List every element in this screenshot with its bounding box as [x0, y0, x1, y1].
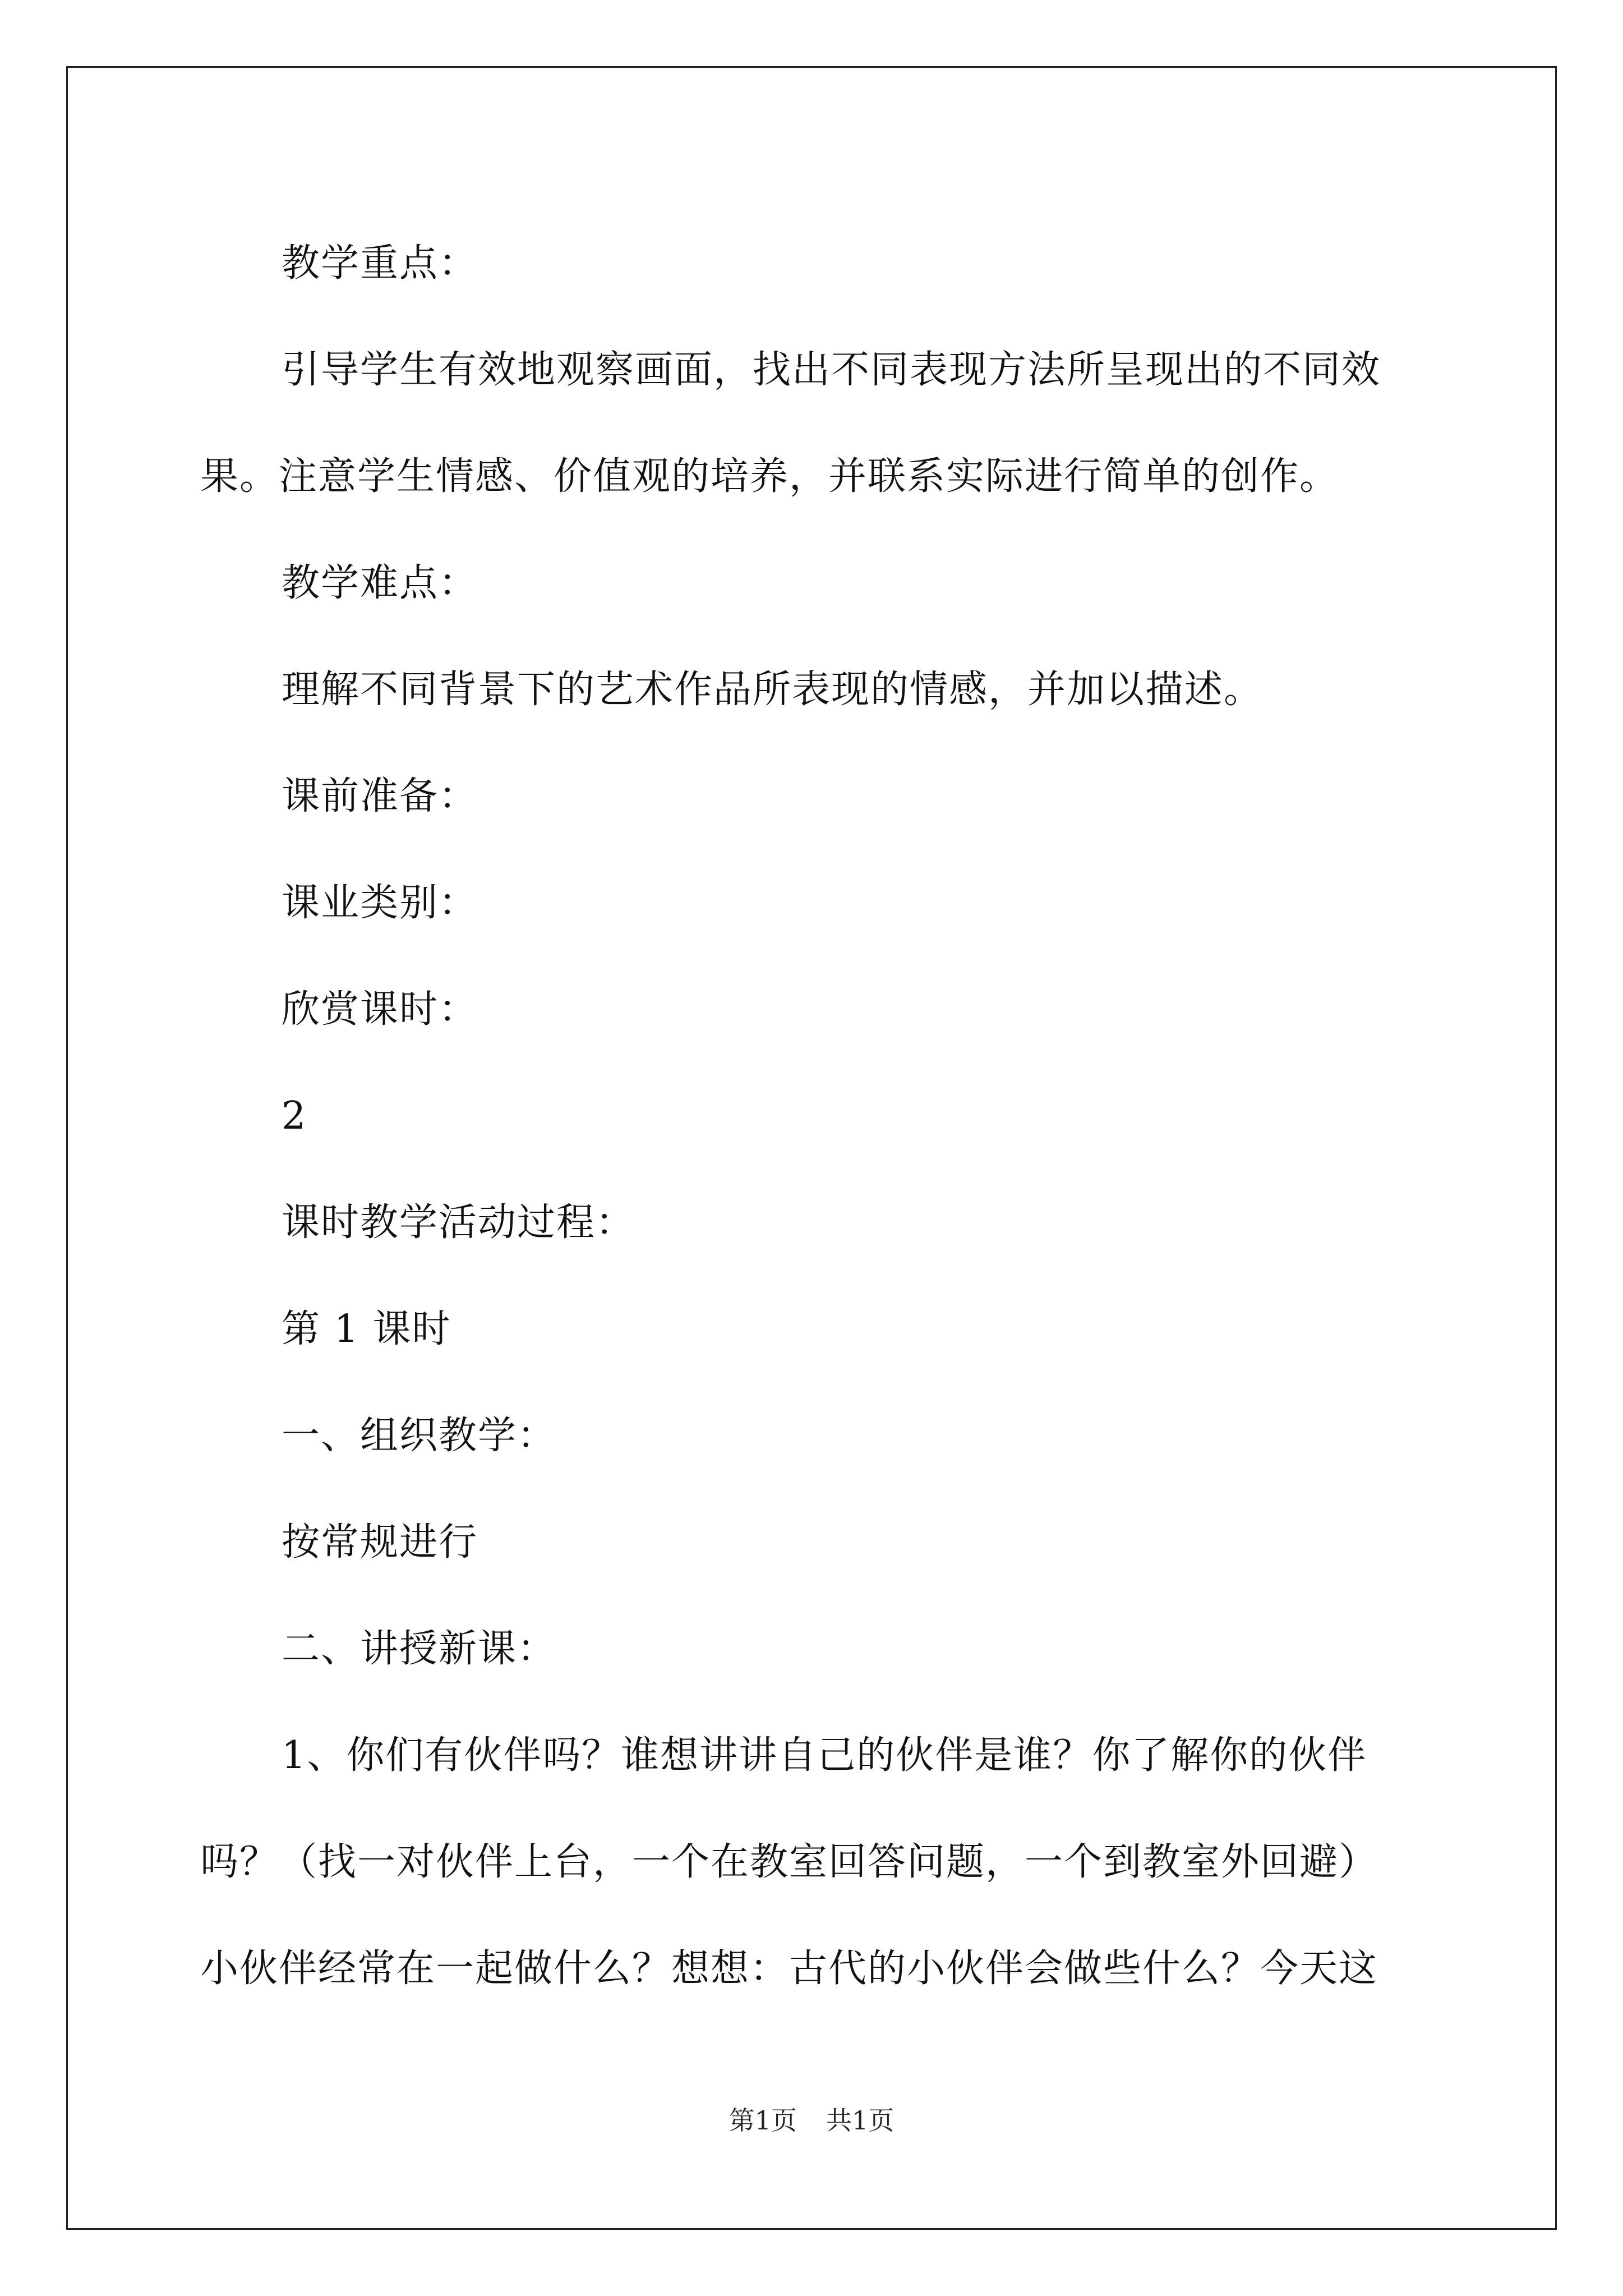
heading-activity-process: 课时教学活动过程：: [282, 1200, 635, 1245]
heading-appreciation-hours: 欣赏课时：: [282, 987, 478, 1032]
paragraph-line: 1、你们有伙伴吗？谁想讲讲自己的伙伴是谁？你了解你的伙伴: [282, 1733, 1367, 1778]
heading-lesson-category: 课业类别：: [282, 881, 478, 925]
page-number-current: 第1页: [728, 2105, 797, 2136]
paragraph-line: 按常规进行: [282, 1520, 478, 1565]
section-new-lesson: 二、讲授新课：: [282, 1627, 557, 1671]
heading-preparation: 课前准备：: [282, 774, 478, 818]
paragraph-line: 理解不同背景下的艺术作品所表现的情感，并加以描述。: [282, 668, 1264, 712]
page-footer: [0, 2104, 1623, 2137]
lesson-number: 第 1 课时: [282, 1307, 451, 1351]
heading-teaching-focus: 教学重点：: [282, 241, 478, 286]
section-organize-teaching: 一、组织教学：: [282, 1414, 557, 1458]
page-number-total: 共1页: [826, 2105, 895, 2136]
paragraph-line: 吗？（找一对伙伴上台，一个在教室回答问题，一个到教室外回避）: [200, 1840, 1378, 1884]
paragraph-line: 小伙伴经常在一起做什么？想想：古代的小伙伴会做些什么？今天这: [200, 1947, 1378, 1991]
paragraph-line: 引导学生有效地观察画面，找出不同表现方法所呈现出的不同效: [282, 348, 1381, 392]
heading-teaching-difficulty: 教学难点：: [282, 561, 478, 605]
document-body: [200, 210, 1434, 2022]
paragraph-line: 果。注意学生情感、价值观的培养，并联系实际进行简单的创作。: [200, 454, 1339, 499]
lesson-hours-value: 2: [282, 1094, 307, 1138]
